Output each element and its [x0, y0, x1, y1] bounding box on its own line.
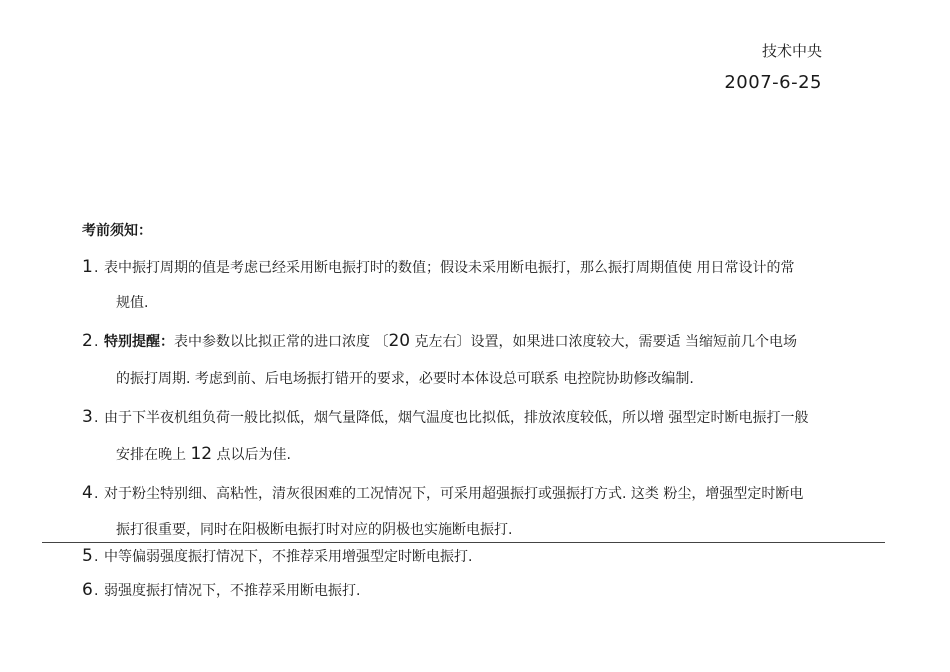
item-text: 由于下半夜机组负荷一般比拟低，烟气量降低，烟气温度也比拟低，排放浓度较低，所以增 强型定时断电振打一般 [104, 410, 809, 426]
notice-item-2-continuation: 的振打周期. 考虑到前、后电场振打错开的要求，必要时本体设总可联系 电控院协助修改编制. [116, 371, 694, 387]
item-text: 表中参数以比拟正常的进口浓度 〔 [174, 334, 389, 350]
item-number: 6 [82, 580, 93, 600]
special-reminder-label: 特别提醒： [104, 334, 174, 350]
item-number: 4 [82, 483, 93, 503]
item-dot: . [94, 334, 99, 350]
item-text: 中等偏弱强度振打情况下，不推荐采用增强型定时断电振打. [104, 549, 473, 565]
item-number: 5 [82, 546, 93, 566]
notice-title: 考前须知： [82, 223, 152, 239]
notice-item-4 [82, 483, 803, 504]
notice-item-3 [82, 407, 808, 428]
item-text: 对于粉尘特别细、高粘性，清灰很困难的工况情况下，可采用超强振打或强振打方式. 这类 粉尘，增强型定时断电 [104, 486, 804, 502]
notice-item-6 [82, 580, 360, 601]
item-text: 弱强度振打情况下，不推荐采用断电振打. [104, 583, 361, 599]
item-dot: . [94, 549, 99, 565]
header-org: 技术中央 [761, 42, 822, 60]
item-text: 点以后为佳. [212, 447, 291, 463]
item-dot: . [94, 486, 99, 502]
item-text: 表中振打周期的值是考虑已经采用断电振打时的数值；假设未采用断电振打，那么振打周期值使 用日常设计的常 [104, 260, 795, 276]
item-dot: . [94, 260, 99, 276]
notice-item-1-continuation: 规值. [116, 295, 149, 311]
item-dot: . [94, 410, 99, 426]
item-inline-number: 12 [190, 444, 213, 464]
item-dot: . [94, 583, 99, 599]
item-text: 安排在晚上 [116, 447, 191, 463]
notice-item-4-continuation: 振打很重要，同时在阳极断电振打时对应的阴极也实施断电振打. [116, 522, 513, 538]
item-number: 1 [82, 257, 93, 277]
notice-item-3-continuation [116, 444, 291, 465]
item-inline-number: 20 [388, 331, 411, 351]
page-divider [42, 542, 885, 543]
item-number: 2 [82, 331, 93, 351]
item-number: 3 [82, 407, 93, 427]
header-date: 2007-6-25 [724, 72, 822, 93]
notice-item-5 [82, 546, 472, 567]
item-text: 克左右〕设置，如果进口浓度较大，需要适 当缩短前几个电场 [410, 334, 797, 350]
notice-item-2 [82, 331, 797, 352]
notice-item-1 [82, 257, 794, 278]
